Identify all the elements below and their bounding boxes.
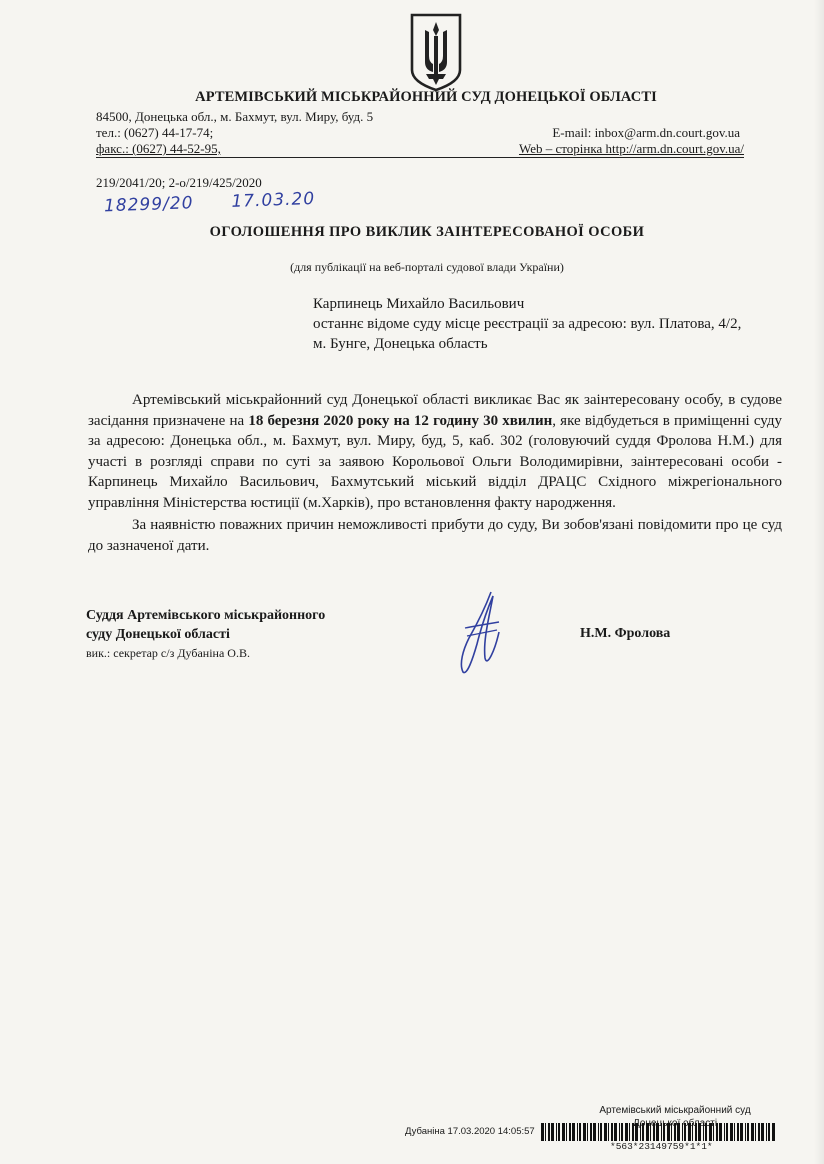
scan-edge-shadow [814,0,824,1164]
handwritten-signature-icon [455,588,505,678]
addressee-name: Карпинець Михайло Васильович [313,296,525,312]
signature-block [86,606,325,663]
notice-body [88,390,782,556]
court-website-link[interactable]: Web – сторінка http://arm.dn.court.gov.ua/ [518,141,744,156]
court-fax: факс.: (0627) 44-52-95, [96,141,221,156]
addressee-address-line2: м. Бунге, Донецька область [313,336,488,352]
court-address: 84500, Донецька обл., м. Бахмут, вул. Миру, буд. 5 [96,109,374,124]
footer-metadata: Дубаніна 17.03.2020 14:05:57 [405,1126,535,1137]
case-number: 219/2041/20; 2-о/219/425/2020 [96,175,262,190]
document-subtitle: (для публікації на веб-порталі судової влади України) [290,260,564,274]
judge-position-line2: суду Донецької області [86,627,230,642]
court-name: АРТЕМІВСЬКИЙ МІСЬКРАЙОННИЙ СУД ДОНЕЦЬКОЇ ОБЛАСТІ [195,89,657,105]
trident-emblem-icon [408,12,464,92]
handwritten-date: 17.03.20 [231,188,316,212]
court-email[interactable]: E-mail: inbox@arm.dn.court.gov.ua [552,125,740,140]
handwritten-registration [104,188,354,217]
judge-position-line1: Суддя Артемівського міськрайонного [86,608,326,623]
court-phone: тел.: (0627) 44-17-74; [96,125,214,140]
barcode-number: *563*23149759*1*1* [610,1141,713,1152]
hearing-datetime: 18 березня 2020 року на 12 годину 30 хвилин [248,412,553,429]
footer-court-name: Артемівський міськрайонний суд [599,1105,751,1116]
document-title: ОГОЛОШЕННЯ ПРО ВИКЛИК ЗАІНТЕРЕСОВАНОЇ ОСОБИ [209,224,645,240]
executor-note: вик.: секретар с/з Дубаніна О.В. [86,646,250,660]
notice-paragraph-2: За наявністю поважних причин неможливості прибути до суду, Ви зобов'язані повідомити про це суд до зазначеної дати. [88,517,782,554]
addressee-address-line1: останнє відоме суду місце реєстрації за адресою: вул. Платова, 4/2, [313,316,742,332]
addressee-block [313,294,793,354]
barcode-icon [541,1123,776,1141]
handwritten-reg-number: 18299/20 [103,193,194,217]
signer-name: Н.М. Фролова [580,626,671,641]
header-divider [96,157,744,158]
notice-paragraph-1: Артемівський міськрайонний суд Донецької області викликає Вас як заінтересовану особу, в судове засідання призначене на 18 березня 2020 року на 12 годину 30 хвилин, яке відбудеться в приміщенні суду за адресою: Донецька обл., м. Бахмут, вул. Миру, буд, 5, каб. 302 (головуючий суддя Фролова Н.М.) для участі в розгляді справи по суті за заявою Корольової Ольги Володимирівни, заінтересовані особи - Карпинець Михайло Васильович, Бахмутський міський відділ ДРАЦС Східного міжрегіонального управління Міністерства юстиції (м.Харків), про встановлення факту народження. [88,392,782,511]
